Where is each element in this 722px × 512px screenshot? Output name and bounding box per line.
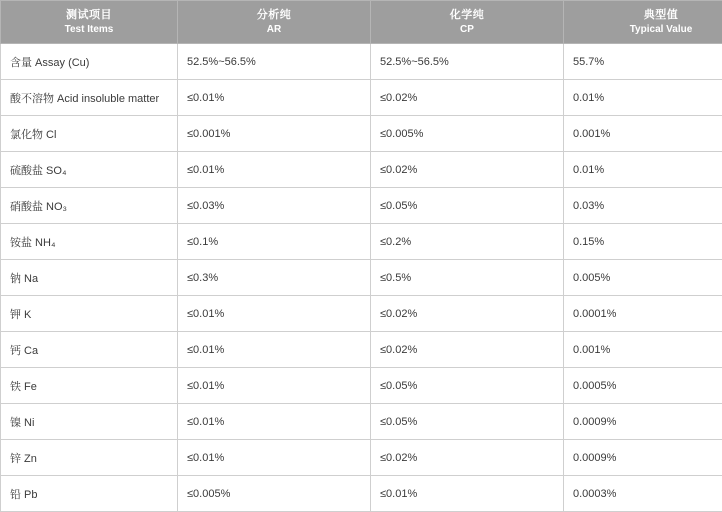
table-row <box>1 296 722 332</box>
cell-test-item: 含量 Assay (Cu) <box>1 44 178 80</box>
cell-typical-value: 0.03% <box>564 188 722 224</box>
cell-test-item: 铁 Fe <box>1 368 178 404</box>
cell-test-item: 氯化物 Cl <box>1 116 178 152</box>
cell-typical-value: 55.7% <box>564 44 722 80</box>
column-header-cp-cn: 化学纯 <box>375 8 559 23</box>
cell-cp: ≤0.05% <box>371 188 564 224</box>
cell-typical-value: 0.001% <box>564 332 722 368</box>
cell-test-item: 钾 K <box>1 296 178 332</box>
cell-ar: ≤0.01% <box>178 152 371 188</box>
cell-typical-value: 0.0009% <box>564 440 722 476</box>
column-header-cp-en: CP <box>375 23 559 37</box>
cell-cp: ≤0.05% <box>371 368 564 404</box>
table-body <box>1 44 722 512</box>
column-header-typical-value <box>564 1 722 44</box>
cell-ar: ≤0.01% <box>178 368 371 404</box>
cell-cp: ≤0.02% <box>371 152 564 188</box>
cell-ar: ≤0.01% <box>178 296 371 332</box>
cell-test-item: 硝酸盐 NO₃ <box>1 188 178 224</box>
cell-test-item: 酸不溶物 Acid insoluble matter <box>1 80 178 116</box>
cell-ar: ≤0.01% <box>178 80 371 116</box>
cell-typical-value: 0.0003% <box>564 476 722 512</box>
cell-ar: ≤0.3% <box>178 260 371 296</box>
cell-cp: ≤0.02% <box>371 80 564 116</box>
cell-cp: ≤0.5% <box>371 260 564 296</box>
column-header-cp <box>371 1 564 44</box>
table-row <box>1 404 722 440</box>
table-row <box>1 260 722 296</box>
cell-cp: 52.5%~56.5% <box>371 44 564 80</box>
cell-ar: ≤0.01% <box>178 404 371 440</box>
cell-cp: ≤0.05% <box>371 404 564 440</box>
cell-cp: ≤0.005% <box>371 116 564 152</box>
cell-typical-value: 0.0009% <box>564 404 722 440</box>
cell-typical-value: 0.001% <box>564 116 722 152</box>
cell-ar: ≤0.1% <box>178 224 371 260</box>
table-header <box>1 1 722 44</box>
cell-cp: ≤0.02% <box>371 332 564 368</box>
table-header-row <box>1 1 722 44</box>
cell-ar: ≤0.01% <box>178 332 371 368</box>
cell-cp: ≤0.01% <box>371 476 564 512</box>
cell-test-item: 铵盐 NH₄ <box>1 224 178 260</box>
cell-test-item: 镍 Ni <box>1 404 178 440</box>
cell-test-item: 钙 Ca <box>1 332 178 368</box>
table-row <box>1 476 722 512</box>
cell-cp: ≤0.2% <box>371 224 564 260</box>
column-header-typical-value-en: Typical Value <box>568 23 722 37</box>
cell-test-item: 硫酸盐 SO₄ <box>1 152 178 188</box>
cell-typical-value: 0.0001% <box>564 296 722 332</box>
cell-typical-value: 0.15% <box>564 224 722 260</box>
cell-typical-value: 0.01% <box>564 152 722 188</box>
cell-ar: ≤0.01% <box>178 440 371 476</box>
column-header-ar-en: AR <box>182 23 366 37</box>
cell-typical-value: 0.01% <box>564 80 722 116</box>
cell-test-item: 钠 Na <box>1 260 178 296</box>
table-row <box>1 440 722 476</box>
table-row <box>1 224 722 260</box>
cell-typical-value: 0.005% <box>564 260 722 296</box>
column-header-test-items-en: Test Items <box>5 23 173 37</box>
cell-ar: ≤0.005% <box>178 476 371 512</box>
table-row <box>1 332 722 368</box>
column-header-test-items <box>1 1 178 44</box>
column-header-ar-cn: 分析纯 <box>182 8 366 23</box>
table-row <box>1 152 722 188</box>
cell-ar: 52.5%~56.5% <box>178 44 371 80</box>
column-header-ar <box>178 1 371 44</box>
table-row <box>1 116 722 152</box>
cell-typical-value: 0.0005% <box>564 368 722 404</box>
table-row <box>1 80 722 116</box>
cell-cp: ≤0.02% <box>371 440 564 476</box>
cell-ar: ≤0.001% <box>178 116 371 152</box>
column-header-test-items-cn: 测试项目 <box>5 8 173 23</box>
table-row <box>1 368 722 404</box>
column-header-typical-value-cn: 典型值 <box>568 8 722 23</box>
cell-test-item: 锌 Zn <box>1 440 178 476</box>
table-row <box>1 44 722 80</box>
cell-test-item: 铅 Pb <box>1 476 178 512</box>
cell-ar: ≤0.03% <box>178 188 371 224</box>
table-row <box>1 188 722 224</box>
cell-cp: ≤0.02% <box>371 296 564 332</box>
